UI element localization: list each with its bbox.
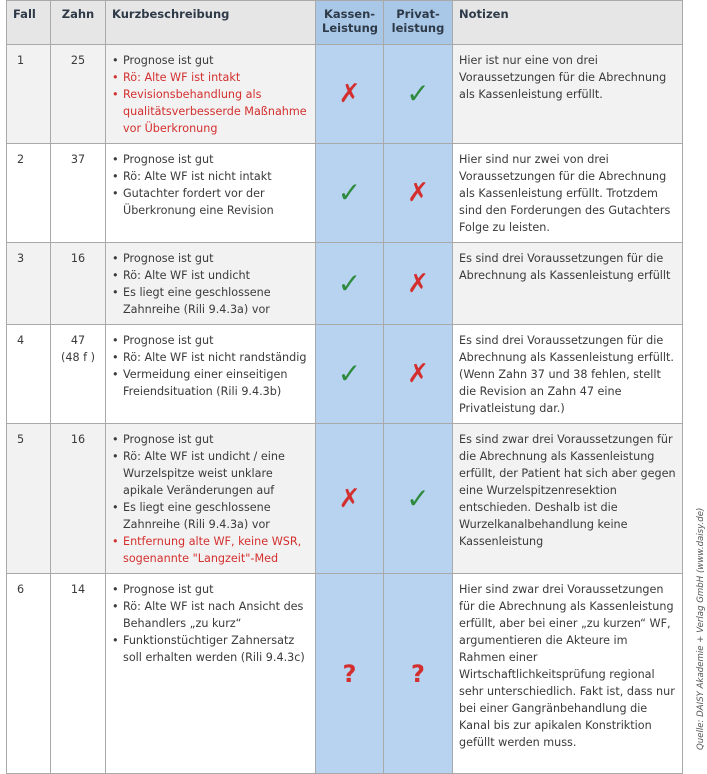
bullet-item: • Es liegt eine geschlossene Zahnreihe (Rili 9.4.3a) vor xyxy=(112,499,309,533)
cell-privatleistung xyxy=(384,325,453,424)
cell-zahn xyxy=(51,243,106,325)
header-notizen: Notizen xyxy=(453,1,683,45)
cell-zahn xyxy=(51,424,106,574)
header-privatleistung xyxy=(384,1,453,45)
bullet-item: • Prognose ist gut xyxy=(112,151,309,168)
zahn-value: 14 xyxy=(70,583,86,596)
cell-notizen: Es sind zwar drei Voraussetzungen für die Abrechnung als Kassenleistung erfüllt, der Patient hat sich aber gegen eine Wurzelspitzenresektion entschieden. Deshalb ist die Wurzelkanalbehandlung keine Kassenleistung xyxy=(453,424,683,574)
bullet-item: • Prognose ist gut xyxy=(112,581,309,598)
header-kassen-line2: Leistung xyxy=(322,21,379,35)
bullet-item: • Prognose ist gut xyxy=(112,250,309,267)
cross-icon: ✗ xyxy=(407,359,429,389)
source-text: Quelle: DAISY Akademie + Verlag GmbH (www.daisy.de) xyxy=(696,507,706,750)
bullet-item: • Rö: Alte WF ist nicht randständig xyxy=(112,349,309,366)
checkmark-icon: ✓ xyxy=(337,266,362,300)
cell-fall: 6 xyxy=(7,574,51,774)
bullet-list xyxy=(112,431,309,567)
bullet-item: • Rö: Alte WF ist nicht intakt xyxy=(112,168,309,185)
bullet-list xyxy=(112,581,309,666)
table-body xyxy=(7,45,683,774)
zahn-value: 47 xyxy=(70,334,86,347)
checkmark-icon: ✓ xyxy=(337,357,362,390)
checkmark-icon: ✓ xyxy=(406,481,430,515)
zahn-value: 37 xyxy=(70,153,86,166)
cell-kassenleistung xyxy=(316,424,384,574)
cell-privatleistung xyxy=(384,574,453,774)
bullet-item: • Rö: Alte WF ist nach Ansicht des Behandlers „zu kurz“ xyxy=(112,598,309,632)
cross-icon: ✗ xyxy=(407,178,429,208)
table-row xyxy=(7,243,683,325)
bullet-item: • Rö: Alte WF ist intakt xyxy=(112,69,309,86)
cell-privatleistung xyxy=(384,424,453,574)
cell-zahn xyxy=(51,325,106,424)
cell-fall: 5 xyxy=(7,424,51,574)
bullet-item: • Entfernung alte WF, keine WSR, sogenannte "Langzeit"-Med xyxy=(112,533,309,567)
bullet-item: • Es liegt eine geschlossene Zahnreihe (Rili 9.4.3a) vor xyxy=(112,284,309,318)
question-icon: ? xyxy=(342,659,357,688)
cell-kurzbeschreibung xyxy=(106,574,316,774)
table-row xyxy=(7,574,683,774)
table-row xyxy=(7,325,683,424)
cell-notizen: Es sind drei Voraussetzungen für die Abrechnung als Kassenleistung erfüllt xyxy=(453,243,683,325)
header-kassenleistung xyxy=(316,1,384,45)
bullet-item: • Rö: Alte WF ist undicht xyxy=(112,267,309,284)
source-credit xyxy=(684,460,706,750)
checkmark-icon: ✓ xyxy=(406,77,430,110)
bullet-item: • Rö: Alte WF ist undicht / eine Wurzelspitze weist unklare apikale Veränderungen auf xyxy=(112,448,309,499)
bullet-item: • Prognose ist gut xyxy=(112,332,309,349)
cell-kassenleistung xyxy=(316,243,384,325)
zahn-value: 25 xyxy=(70,54,86,67)
bullet-list xyxy=(112,250,309,318)
cell-zahn xyxy=(51,574,106,774)
cell-fall: 1 xyxy=(7,45,51,144)
cross-icon: ✗ xyxy=(338,79,361,109)
cell-kurzbeschreibung xyxy=(106,144,316,243)
bullet-list xyxy=(112,332,309,400)
cell-kassenleistung xyxy=(316,325,384,424)
cell-kassenleistung xyxy=(316,144,384,243)
question-icon: ? xyxy=(411,659,425,688)
table-header-row xyxy=(7,1,683,45)
header-kassen-line1: Kassen- xyxy=(323,7,376,21)
cell-zahn xyxy=(51,45,106,144)
table-row xyxy=(7,144,683,243)
cell-kurzbeschreibung xyxy=(106,45,316,144)
checkmark-icon: ✓ xyxy=(337,176,362,209)
cell-fall: 4 xyxy=(7,325,51,424)
bullet-item: • Prognose ist gut xyxy=(112,52,309,69)
cell-notizen: Hier ist nur eine von drei Voraussetzungen für die Abrechnung als Kassenleistung erfüllt. xyxy=(453,45,683,144)
cell-fall: 3 xyxy=(7,243,51,325)
cell-privatleistung xyxy=(384,144,453,243)
zahn-value: 16 xyxy=(70,252,86,265)
table-row xyxy=(7,45,683,144)
bullet-item: • Vermeidung einer einseitigen Freiendsituation (Rili 9.4.3b) xyxy=(112,366,309,400)
bullet-item: • Gutachter fordert vor der Überkronung eine Revision xyxy=(112,185,309,219)
header-fall: Fall xyxy=(7,1,51,45)
cell-notizen: Hier sind nur zwei von drei Voraussetzungen für die Abrechnung als Kassenleistung erfüllt. Trotzdem sind den Forderungen des Gutachters Folge zu leisten. xyxy=(453,144,683,243)
table-row xyxy=(7,424,683,574)
header-zahn: Zahn xyxy=(51,1,106,45)
cross-icon: ✗ xyxy=(338,483,361,514)
zahn-value: 16 xyxy=(70,433,86,446)
cell-notizen: Hier sind zwar drei Voraussetzungen für die Abrechnung als Kassenleistung erfüllt, aber bei einer „zu kurzen“ WF, argumentieren die Akteure im Rahmen einer Wirtschaftlichkeitsprüfung regional sehr unterschiedlich. Fakt ist, dass nur bei einer Gangränbehandlung die Kanal bis zur apikalen Konstriktion gefüllt werden muss. xyxy=(453,574,683,774)
bullet-item: • Revisionsbehandlung als qualitätsverbesserde Maßnahme vor Überkronung xyxy=(112,86,309,137)
cell-notizen: Es sind drei Voraussetzungen für die Abrechnung als Kassenleistung erfüllt. (Wenn Zahn 37 und 38 fehlen, stellt die Revision an Zahn 47 eine Privatleistung dar.) xyxy=(453,325,683,424)
bullet-list xyxy=(112,52,309,137)
bullet-item: • Prognose ist gut xyxy=(112,431,309,448)
zahn-value: (48 f ) xyxy=(60,351,96,364)
cell-kassenleistung xyxy=(316,45,384,144)
cell-kurzbeschreibung xyxy=(106,424,316,574)
cell-privatleistung xyxy=(384,45,453,144)
cross-icon: ✗ xyxy=(407,268,429,299)
cell-kurzbeschreibung xyxy=(106,243,316,325)
cell-kassenleistung xyxy=(316,574,384,774)
header-privat-line2: leistung xyxy=(391,21,445,35)
table-container xyxy=(6,0,682,748)
bullet-list xyxy=(112,151,309,219)
cell-privatleistung xyxy=(384,243,453,325)
cell-zahn xyxy=(51,144,106,243)
header-kurzbeschreibung: Kurzbeschreibung xyxy=(106,1,316,45)
bullet-item: • Funktionstüchtiger Zahnersatz soll erhalten werden (Rili 9.4.3c) xyxy=(112,632,309,666)
header-privat-line1: Privat- xyxy=(396,7,440,21)
cell-fall: 2 xyxy=(7,144,51,243)
cell-kurzbeschreibung xyxy=(106,325,316,424)
comparison-table xyxy=(6,0,683,774)
